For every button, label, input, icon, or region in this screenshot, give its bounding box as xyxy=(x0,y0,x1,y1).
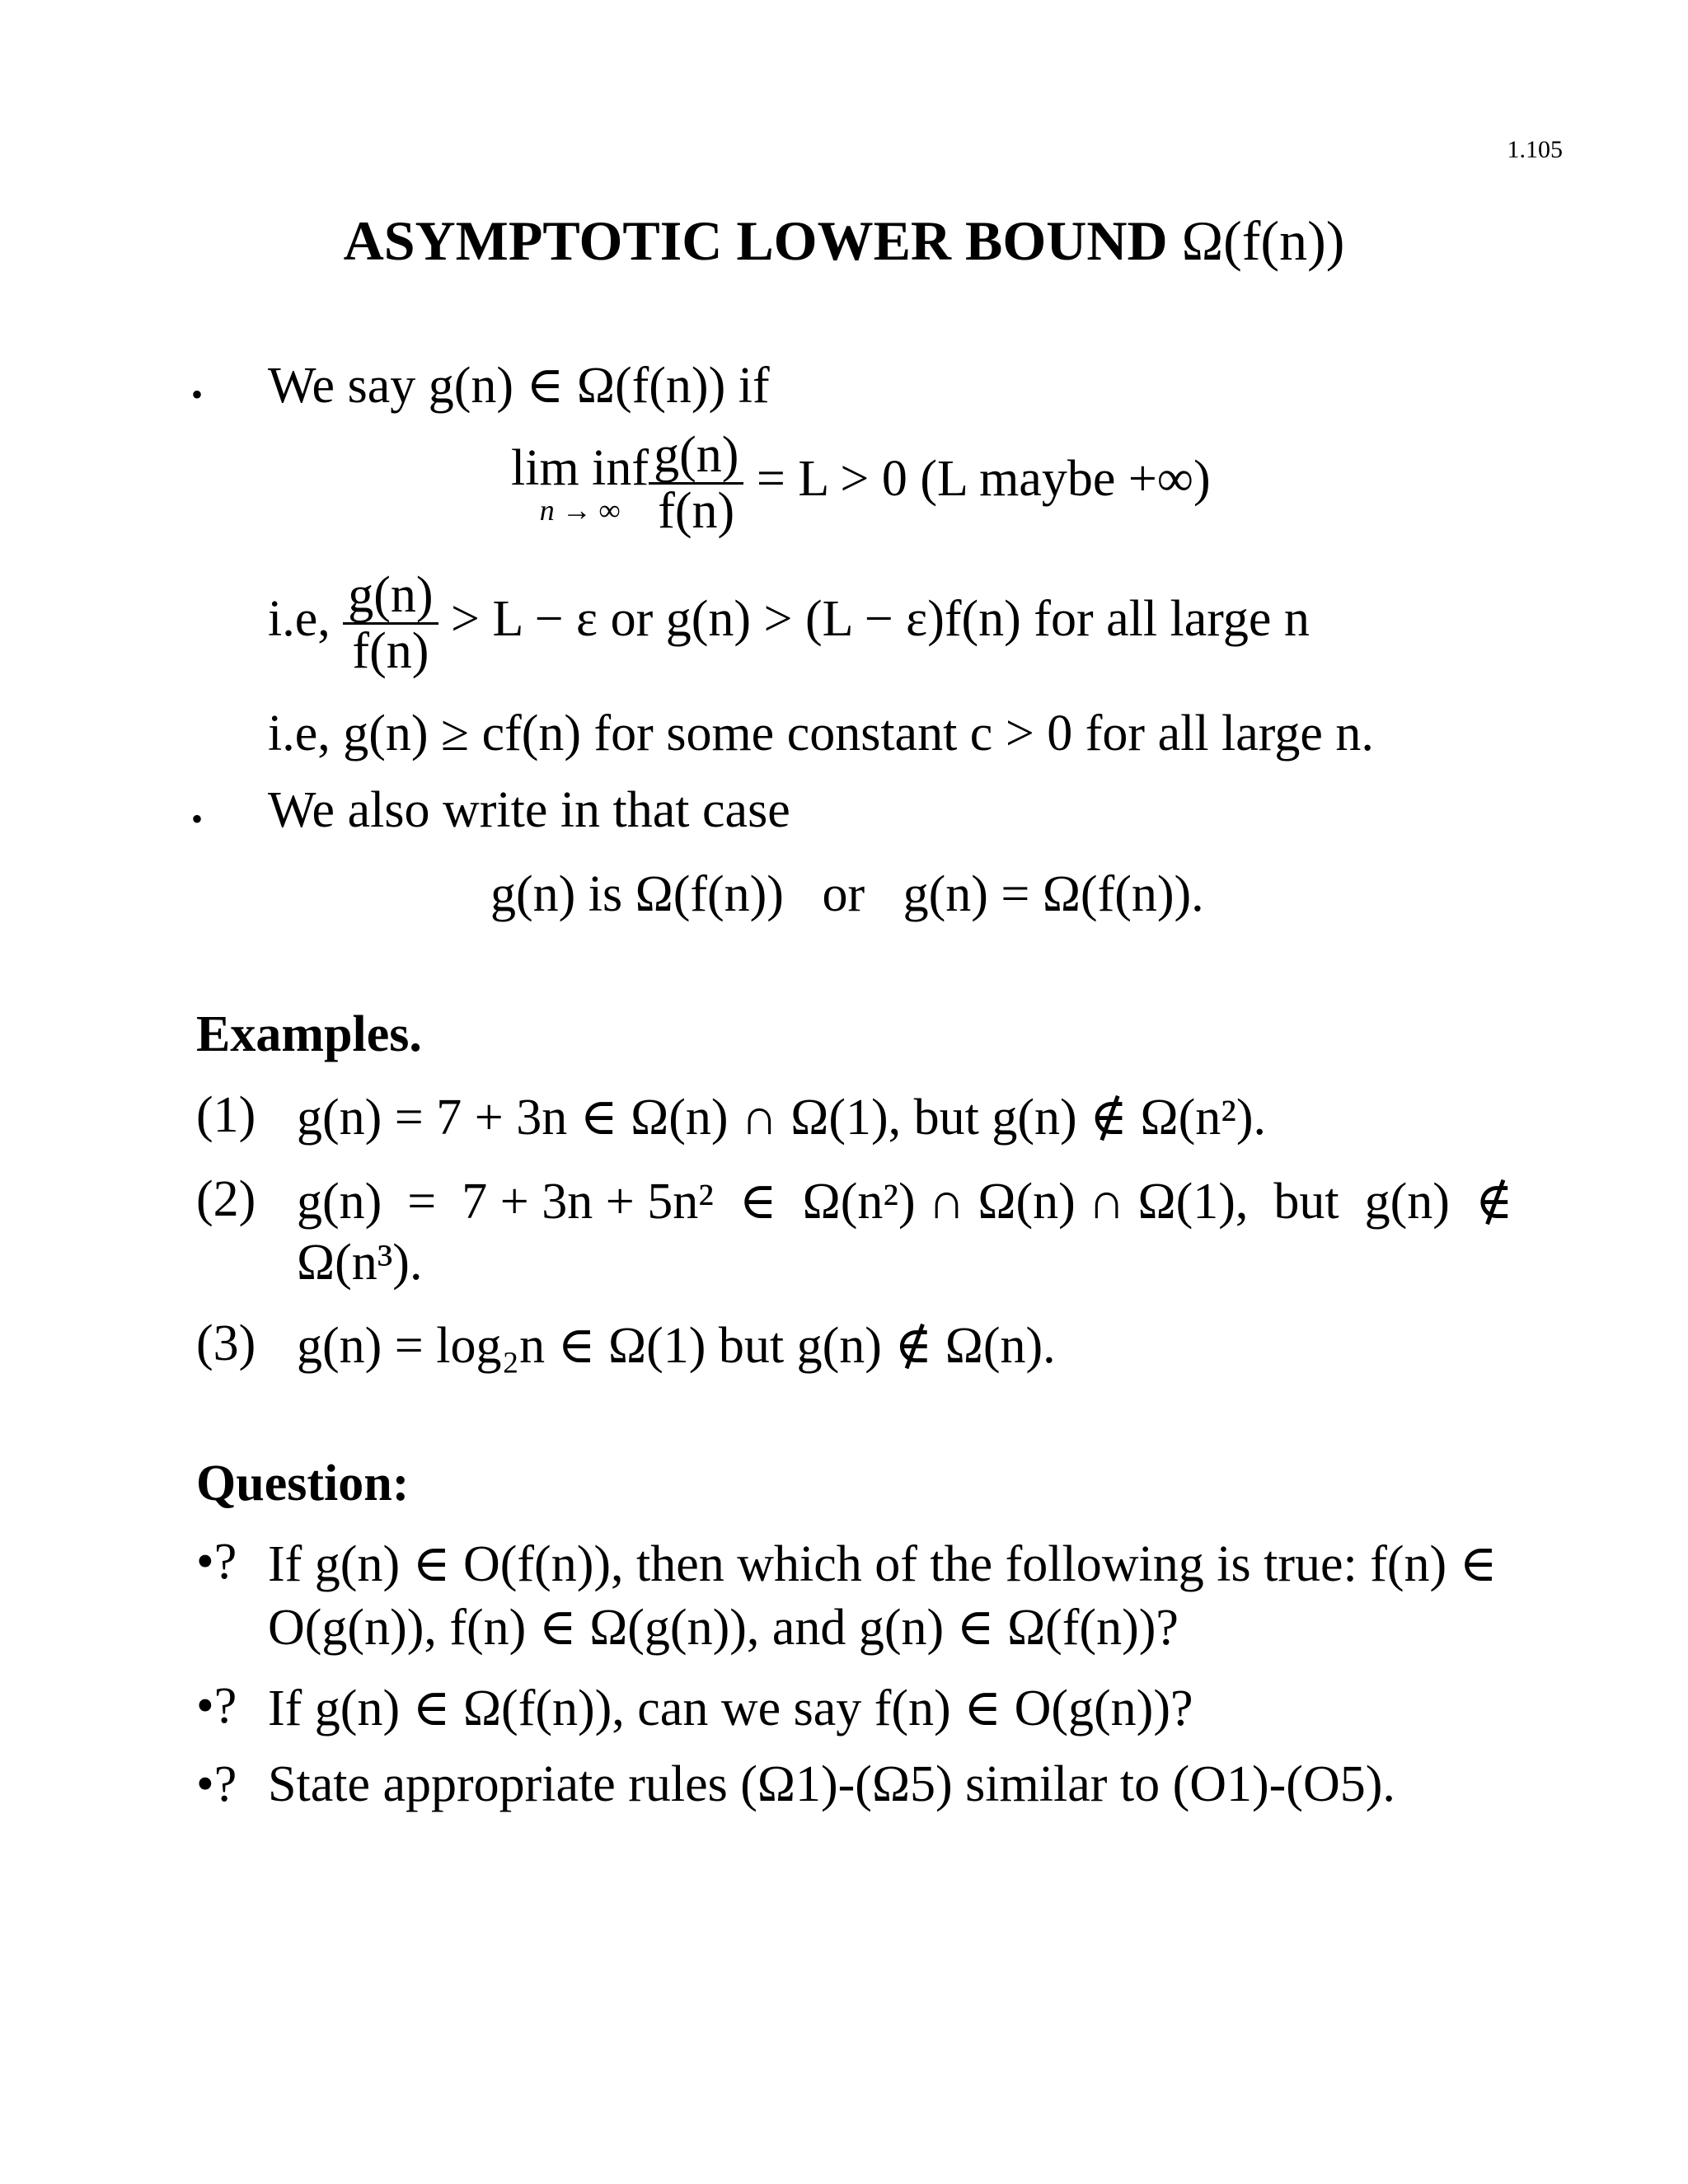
example-number: (1) xyxy=(196,1087,256,1143)
limit-operator: lim inf n → ∞ xyxy=(511,440,649,527)
ie-fraction xyxy=(343,569,438,678)
question-heading: Question: xyxy=(196,1455,410,1511)
fraction-numerator: g(n) xyxy=(654,427,739,483)
question-mark: •? xyxy=(196,1756,237,1812)
limit-formula xyxy=(511,429,1211,538)
definition-intro: We say g(n) ∈ Ω(f(n)) if xyxy=(268,358,770,414)
example-number: (3) xyxy=(196,1315,256,1371)
example-text: g(n) = 7 + 3n + 5n² ∈ Ω(n²) ∩ Ω(n) ∩ Ω(1), but g(n) ∉ xyxy=(297,1174,1513,1230)
also-write-line: We also write in that case xyxy=(268,782,790,838)
example-text: g(n) = log₂n ∈ Ω(1) but g(n) ∉ Ω(n). xyxy=(297,1318,1056,1374)
title-math: Ω(f(n)) xyxy=(1181,209,1345,272)
ie-line-1 xyxy=(268,569,1310,678)
ie-rhs: > L − ε or g(n) > (L − ε)f(n) for all large n xyxy=(451,590,1310,647)
question-text: If g(n) ∈ O(f(n)), then which of the following is true: f(n) ∈ xyxy=(268,1536,1498,1592)
question-text: If g(n) ∈ Ω(f(n)), can we say f(n) ∈ O(g(n))? xyxy=(268,1680,1193,1736)
ie-prefix: i.e, xyxy=(268,590,331,647)
question-text: State appropriate rules (Ω1)-(Ω5) similar to (O1)-(O5). xyxy=(268,1756,1395,1812)
question-mark: •? xyxy=(196,1534,237,1590)
examples-heading: Examples. xyxy=(196,1006,422,1062)
example-number: (2) xyxy=(196,1171,256,1227)
bullet: • xyxy=(191,376,204,413)
limit-subscript: n → ∞ xyxy=(539,494,621,527)
bullet: • xyxy=(191,800,204,837)
question-mark: •? xyxy=(196,1678,237,1734)
page-number: 1.105 xyxy=(1507,136,1563,163)
example-text: g(n) = 7 + 3n ∈ Ω(n) ∩ Ω(1), but g(n) ∉ Ω(n²). xyxy=(297,1090,1267,1146)
ie-line-2: i.e, g(n) ≥ cf(n) for some constant c > 0 for all large n. xyxy=(268,705,1374,762)
fraction-numerator: g(n) xyxy=(348,567,434,623)
example-continuation: Ω(n³). xyxy=(297,1235,423,1291)
limit-fraction xyxy=(649,429,743,538)
page-title xyxy=(0,209,1688,274)
limit-rhs: = L > 0 (L maybe +∞) xyxy=(756,450,1211,507)
fraction-denominator: f(n) xyxy=(649,482,743,538)
fraction-denominator: f(n) xyxy=(343,622,438,678)
title-text: ASYMPTOTIC LOWER BOUND xyxy=(343,209,1168,272)
question-continuation: O(g(n)), f(n) ∈ Ω(g(n)), and g(n) ∈ Ω(f(n))? xyxy=(268,1600,1179,1656)
notation-line: g(n) is Ω(f(n)) or g(n) = Ω(f(n)). xyxy=(490,866,1204,922)
